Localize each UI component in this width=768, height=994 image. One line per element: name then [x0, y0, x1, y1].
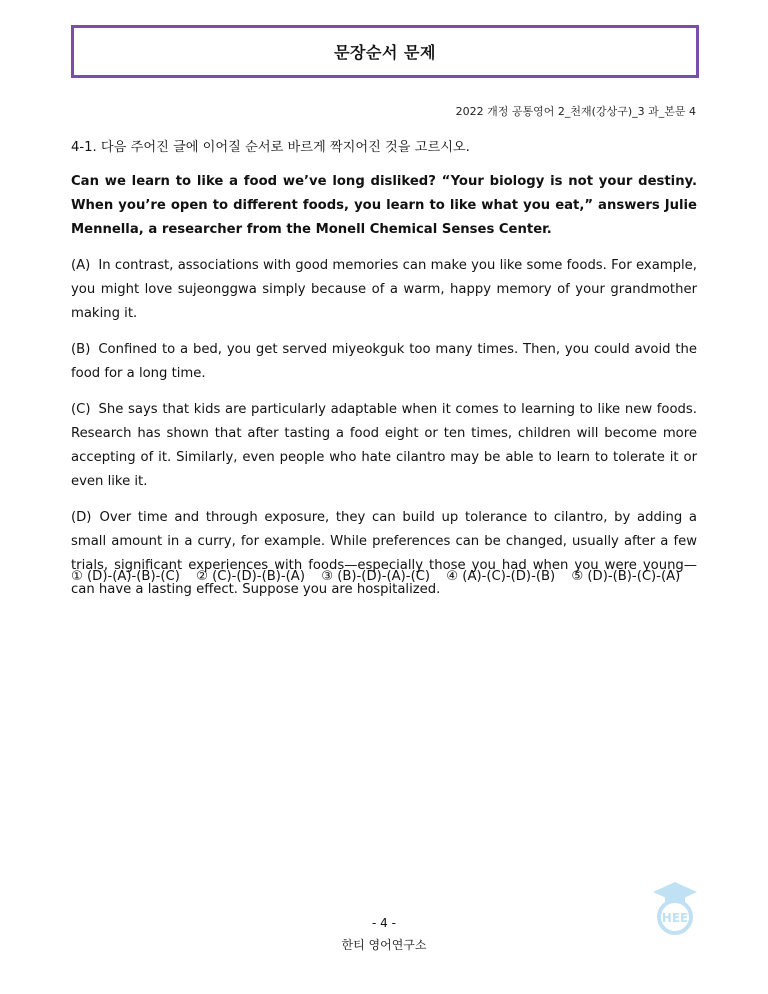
- footer-org: 한티 영어연구소: [341, 938, 427, 952]
- paragraph-text: Confined to a bed, you get served miyeokguk too many times. Then, you could avoid the food for a long time.: [71, 342, 697, 381]
- passage: [71, 170, 697, 614]
- choice-5[interactable]: ⑤ (D)-(B)-(C)-(A): [571, 569, 681, 584]
- choice-4[interactable]: ④ (A)-(C)-(D)-(B): [446, 569, 556, 584]
- paragraph-text: In contrast, associations with good memories can make you like some foods. For example, you might love sujeonggwa simply because of a warm, happy memory of your grandmother making it.: [71, 258, 697, 321]
- source-label: 2022 개정 공통영어 2_천재(강상구)_3 과_본문 4: [455, 105, 696, 118]
- page-number: - 4 -: [372, 916, 396, 930]
- page-title: 문장순서 문제: [334, 43, 436, 62]
- paragraph-label: (D): [71, 510, 92, 525]
- paragraph-d: [71, 506, 697, 602]
- paragraph-label: (B): [71, 342, 91, 357]
- paragraph-label: (A): [71, 258, 91, 273]
- answer-choices: [71, 569, 692, 584]
- choice-1[interactable]: ① (D)-(A)-(B)-(C): [71, 569, 180, 584]
- paragraph-label: (C): [71, 402, 91, 417]
- choice-3[interactable]: ③ (B)-(D)-(A)-(C): [321, 569, 431, 584]
- title-box: [71, 25, 699, 78]
- paragraph-c: [71, 398, 697, 494]
- choice-2[interactable]: ② (C)-(D)-(B)-(A): [196, 569, 305, 584]
- paragraph-text: Over time and through exposure, they can build up tolerance to cilantro, by adding a small amount in a curry, for example. While preferences can be changed, usually after a few trials, significant experiences with foods—especially those you had when you were young—can have a lasting effect. Suppose you are hospitalized.: [71, 510, 697, 597]
- question-prompt: 4-1. 다음 주어진 글에 이어질 순서로 바르게 짝지어진 것을 고르시오.: [71, 140, 470, 155]
- paragraph-a: [71, 254, 697, 326]
- intro-paragraph: Can we learn to like a food we’ve long disliked? “Your biology is not your destiny. When you’re open to different foods, you learn to like what you eat,” answers Julie Mennella, a researcher from the Monell Chemical Senses Center.: [71, 174, 697, 237]
- logo-text: HEE: [661, 911, 689, 925]
- paragraph-b: [71, 338, 697, 386]
- paragraph-text: She says that kids are particularly adaptable when it comes to learning to like new foods. Research has shown that after tasting a food eight or ten times, children will become more accepting of it. Similarly, even people who hate cilantro may be able to learn to tolerate it or even like it.: [71, 402, 697, 489]
